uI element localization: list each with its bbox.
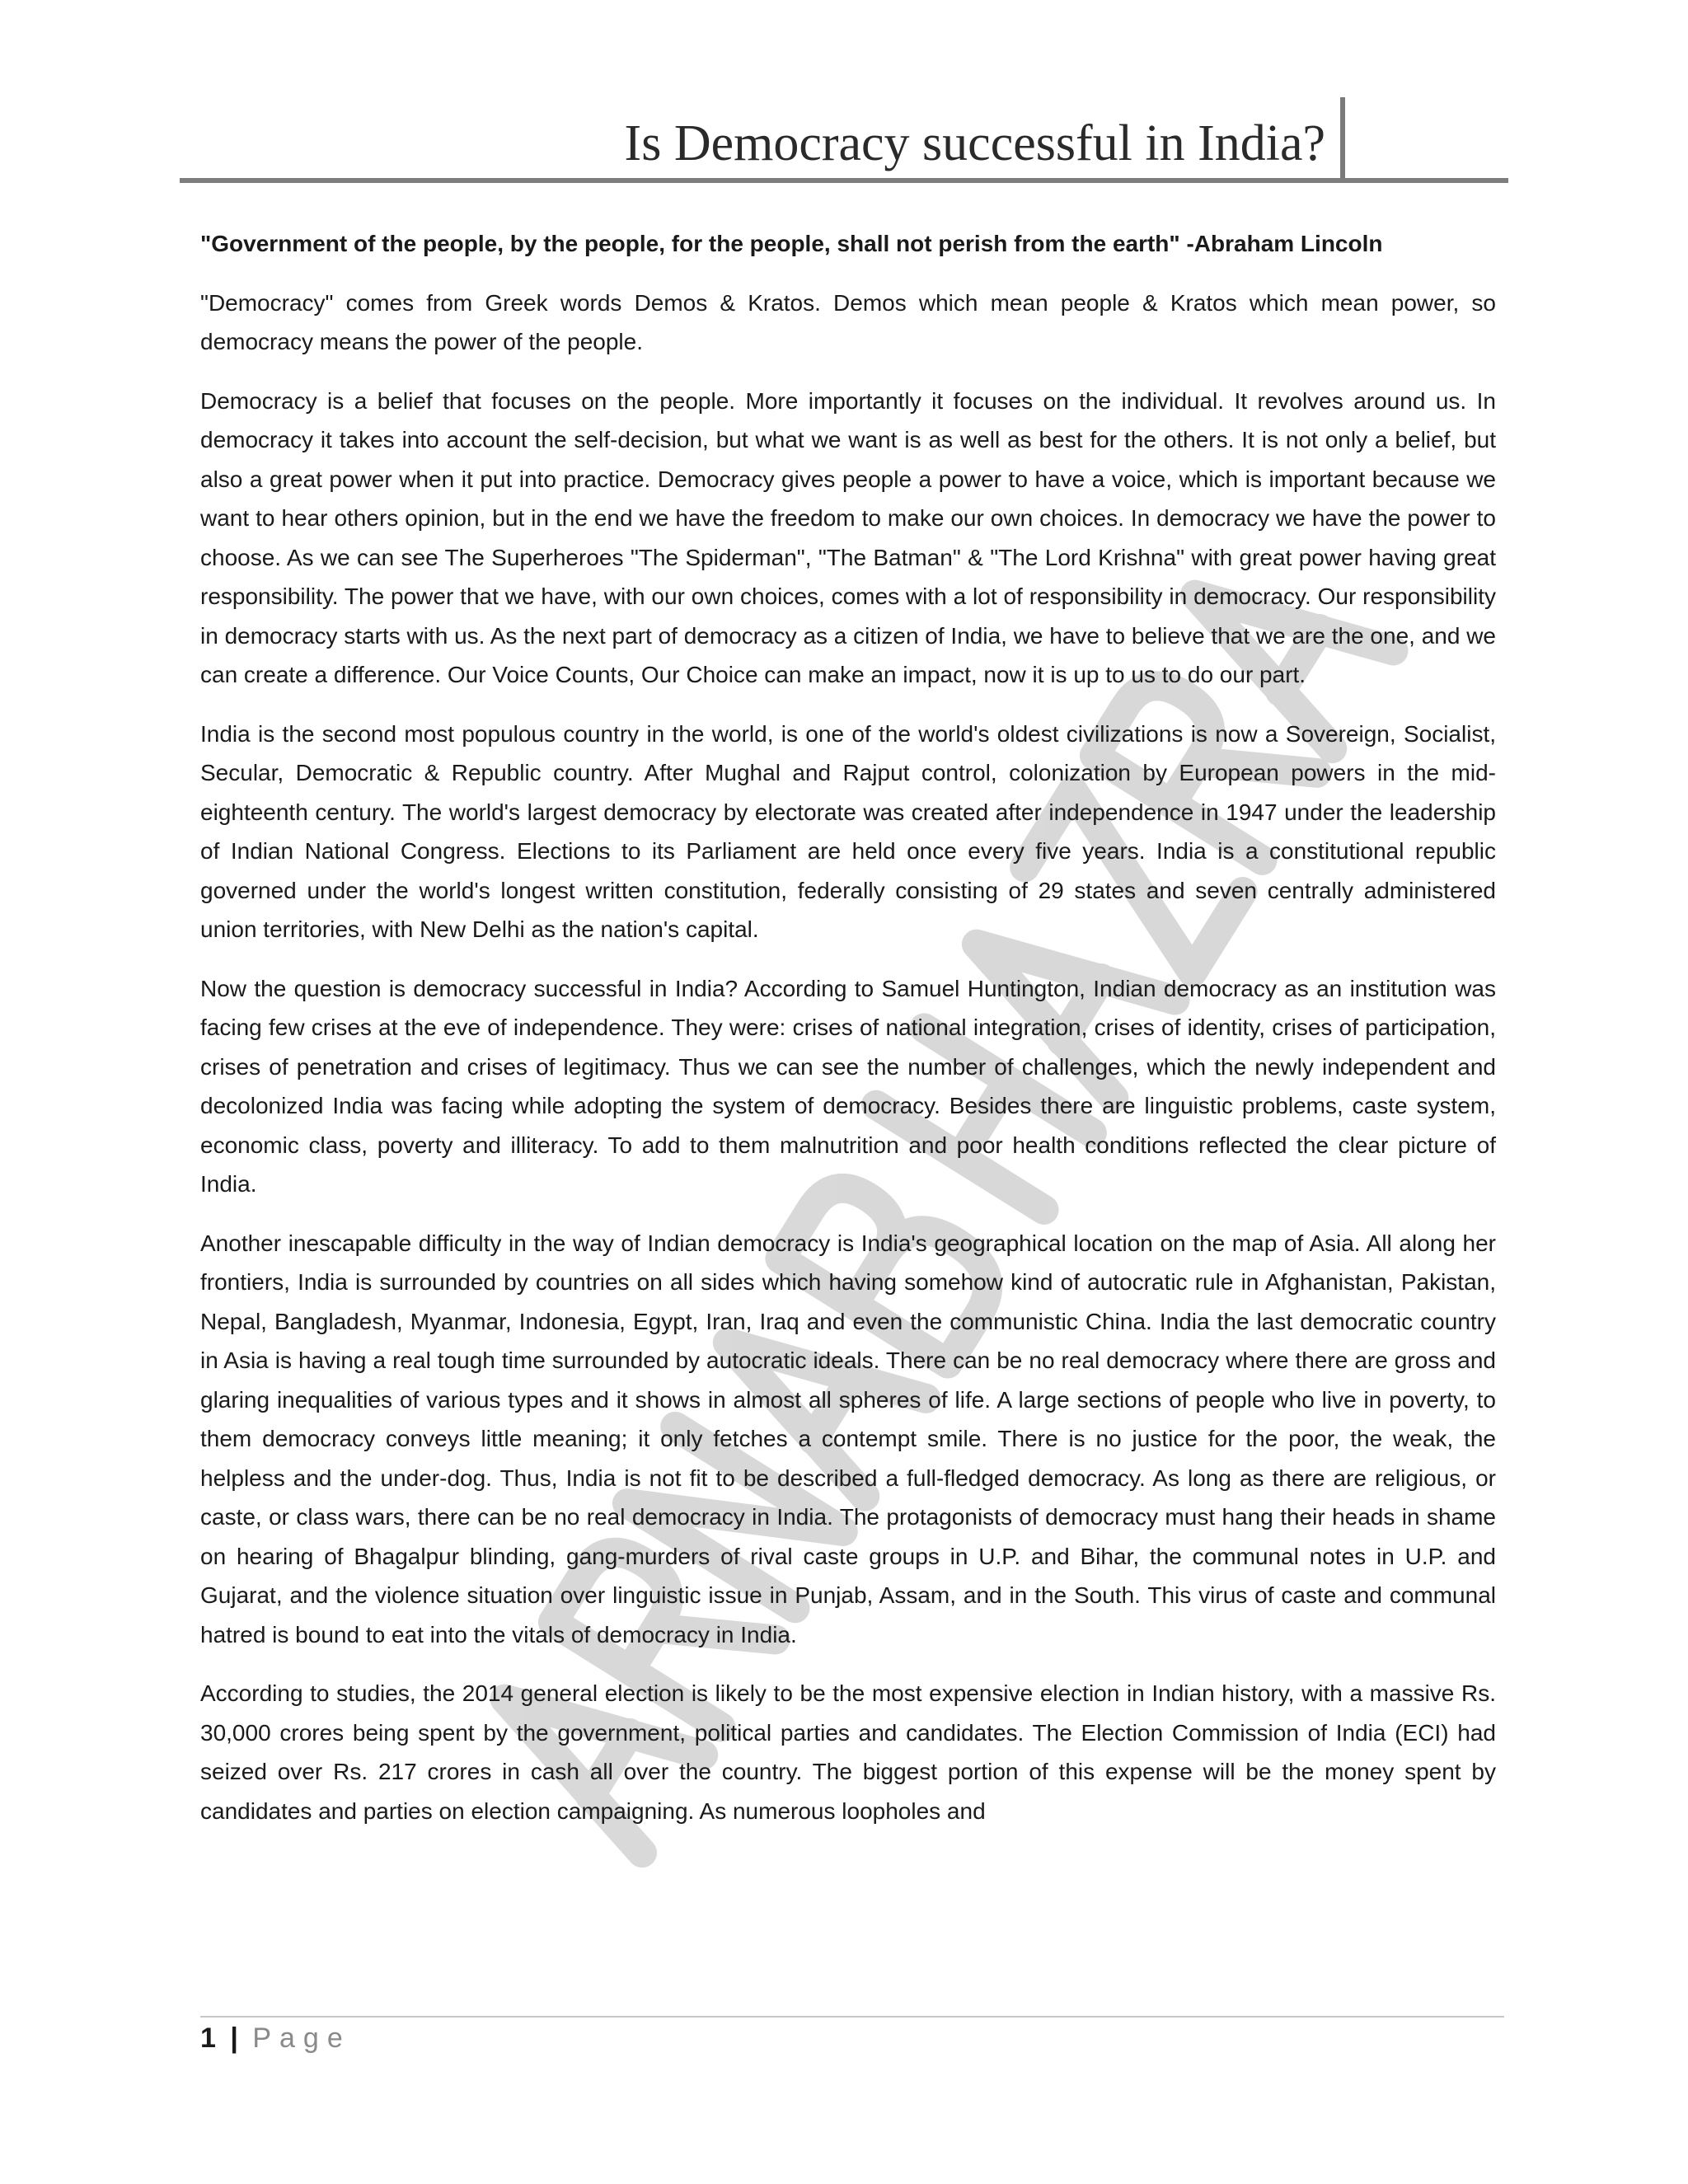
- footer-rule: [200, 2016, 1504, 2018]
- header-vertical-bar: [1340, 97, 1345, 180]
- paragraph-election-cost: According to studies, the 2014 general election is likely to be the most expensive election in Indian history, with a massive Rs. 30,000 crores being spent by the government, political parties and candidates. The Election Commission of India (ECI) had seized over Rs. 217 crores in cash all over the country. The biggest portion of this expense will be the money spent by candidates and parties on election campaigning. As numerous loopholes and: [200, 1680, 1496, 1824]
- paragraph-geography: Another inescapable difficulty in the way of Indian democracy is India's geographical location on the map of Asia. All along her frontiers, India is surrounded by countries on all sides which having somehow kind of autocratic rule in Afghanistan, Pakistan, Nepal, Bangladesh, Myanmar, Indonesia, Egypt, Iran, Iraq and even the communistic China. India the last democratic country in Asia is having a real tough time surrounded by autocratic ideals. There can be no real democracy where there are gross and glaring inequalities of various types and it shows in almost all spheres of life. A large sections of people who live in poverty, to them democracy conveys little meaning; it only fetches a contempt smile. There is no justice for the poor, the weak, the helpless and the under-dog. Thus, India is not fit to be described a full-fledged democracy. As long as there are religious, or caste, or class wars, there can be no real democracy in India. The protagonists of democracy must hang their heads in shame on hearing of Bhagalpur blinding, gang-murders of rival caste groups in U.P. and Bihar, the communal notes in U.P. and Gujarat, and the violence situation over linguistic issue in Punjab, Assam, and in the South. This virus of caste and communal hatred is bound to eat into the vitals of democracy in India.: [200, 1230, 1496, 1647]
- paragraph-india-overview: India is the second most populous country in the world, is one of the world's oldest civilizations is now a Sovereign, Socialist, Secular, Democratic & Republic country. After Mughal and Rajput control, colonization by European powers in the mid-eighteenth century. The world's largest democracy by electorate was created after independence in 1947 under the leadership of Indian National Congress. Elections to its Parliament are held once every five years. India is a constitutional republic governed under the world's longest written constitution, federally consisting of 29 states and seven centrally administered union territories, with New Delhi as the nation's capital.: [200, 720, 1496, 942]
- header-rule: [180, 178, 1508, 183]
- page-number: 1: [200, 2022, 216, 2054]
- document-title: Is Democracy successful in India?: [624, 115, 1325, 171]
- page-header: [180, 97, 1508, 188]
- page-footer: [200, 2019, 351, 2057]
- page-label: Page: [252, 2022, 351, 2054]
- paragraph-definition: "Democracy" comes from Greek words Demos & Kratos. Demos which mean people & Kratos which mean power, so democracy means the power of the people.: [200, 289, 1496, 354]
- paragraph-belief: Democracy is a belief that focuses on the people. More importantly it focuses on the individual. It revolves around us. In democracy it takes into account the self-decision, but what we want is as well as best for the others. It is not only a belief, but also a great power when it put into practice. Democracy gives people a power to have a voice, which is important because we want to hear others opinion, but in the end we have the freedom to make our own choices. In democracy we have the power to choose. As we can see The Superheroes "The Spiderman", "The Batman" & "The Lord Krishna" with great power having great responsibility. The power that we have, with our own choices, comes with a lot of responsibility in democracy. Our responsibility in democracy starts with us. As the next part of democracy as a citizen of India, we have to believe that we are the one, and we can create a difference. Our Voice Counts, Our Choice can make an impact, now it is up to us to do our part.: [200, 387, 1496, 687]
- page-separator: |: [230, 2022, 238, 2054]
- document-body: [200, 224, 1496, 1850]
- epigraph-quote: "Government of the people, by the people, for the people, shall not perish from the earth" -Abraham Lincoln: [200, 231, 1383, 256]
- paragraph-huntington: Now the question is democracy successful in India? According to Samuel Huntington, Indian democracy as an institution was facing few crises at the eve of independence. They were: crises of national integration, crises of identity, crises of participation, crises of penetration and crises of legitimacy. Thus we can see the number of challenges, which the newly independent and decolonized India was facing while adopting the system of democracy. Besides there are linguistic problems, caste system, economic class, poverty and illiteracy. To add to them malnutrition and poor health conditions reflected the clear picture of India.: [200, 975, 1496, 1197]
